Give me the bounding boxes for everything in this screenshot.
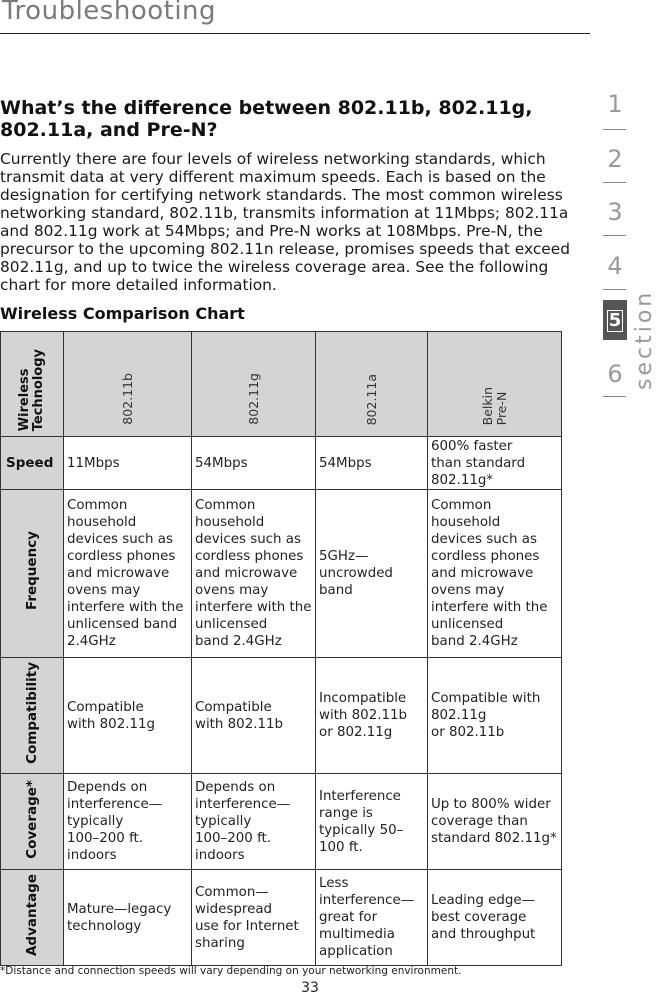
section-rule xyxy=(603,396,626,397)
header-wireless-technology xyxy=(1,332,64,437)
section-rule xyxy=(603,182,626,183)
table-cell: Common household devices such as cordless phones and microwave ovens may interfere with the unlicensed band 2.4GHz xyxy=(428,490,562,658)
table-row-coverage xyxy=(1,774,562,870)
table-cell: Depends on interference— typically 100–200 ft. indoors xyxy=(64,774,192,870)
active-section-label: 5 xyxy=(608,310,622,331)
page-header-title: Troubleshooting xyxy=(2,0,217,26)
section-number-1[interactable]: 1 xyxy=(607,90,623,118)
table-row-compatibility xyxy=(1,658,562,774)
row-label-text: Frequency xyxy=(24,531,40,611)
table-cell: 5GHz— uncrowded band xyxy=(316,490,428,658)
row-label-frequency xyxy=(1,490,64,658)
column-header-label: 802.11g xyxy=(245,373,261,425)
column-header-label: Belkin Pre-N xyxy=(479,386,509,425)
column-header-label: 802.11b xyxy=(119,373,135,425)
table-cell: Up to 800% wider coverage than standard 802.11g* xyxy=(428,774,562,870)
row-label-speed: Speed xyxy=(1,437,64,490)
section-number-3[interactable]: 3 xyxy=(607,198,623,226)
section-label: section xyxy=(632,289,657,390)
column-header xyxy=(64,332,192,437)
section-rule xyxy=(603,235,626,236)
section-number-6[interactable]: 6 xyxy=(607,360,623,388)
table-cell: Leading edge— best coverage and throughput xyxy=(428,870,562,966)
header-label: Wireless Technology xyxy=(17,348,46,431)
table-row-speed xyxy=(1,437,562,490)
table-cell: Interference range is typically 50– 100 ft. xyxy=(316,774,428,870)
table-cell: 11Mbps xyxy=(64,437,192,490)
table-cell: 54Mbps xyxy=(316,437,428,490)
table-row-frequency xyxy=(1,490,562,658)
section-number-5-active[interactable] xyxy=(603,300,627,340)
table-cell: Compatible with 802.11g xyxy=(64,658,192,774)
table-cell: Compatible with 802.11b xyxy=(192,658,316,774)
section-rule xyxy=(603,289,626,290)
row-label-text: Compatibility xyxy=(24,662,40,764)
table-cell: Common household devices such as cordless phones and microwave ovens may interfere with the unlicensed band 2.4GHz xyxy=(192,490,316,658)
section-number-2[interactable]: 2 xyxy=(607,145,623,173)
column-header xyxy=(428,332,562,437)
row-label-text: Advantage xyxy=(24,873,40,956)
section-rule xyxy=(603,129,626,130)
column-header xyxy=(192,332,316,437)
column-header xyxy=(316,332,428,437)
row-label-advantage xyxy=(1,870,64,966)
header-rule xyxy=(0,33,590,34)
table-cell: Common— widespread use for Internet sharing xyxy=(192,870,316,966)
chart-title: Wireless Comparison Chart xyxy=(0,304,245,323)
table-cell: Less interference— great for multimedia application xyxy=(316,870,428,966)
table-header-row xyxy=(1,332,562,437)
table-cell: Compatible with 802.11g or 802.11b xyxy=(428,658,562,774)
row-label-coverage xyxy=(1,774,64,870)
row-label-compatibility xyxy=(1,658,64,774)
table-cell: 600% faster than standard 802.11g* xyxy=(428,437,562,490)
section-number-4[interactable]: 4 xyxy=(607,252,623,280)
footnote: *Distance and connection speeds will vary depending on your networking environment. xyxy=(0,965,462,977)
row-label-text: Coverage* xyxy=(24,779,40,859)
table-cell: 54Mbps xyxy=(192,437,316,490)
question-body: Currently there are four levels of wireless networking standards, which transmit data at very different maximum speeds. Each is based on the designation for certifying network standards. The most common wireless networking standard, 802.11b, transmits information at 11Mbps; 802.11a and 802.11g work at 54Mbps; and Pre-N works at 108Mbps. Pre-N, the precursor to the upcoming 802.11n release, promises speeds that exceed 802.11g, and up to twice the wireless coverage area. See the following chart for more detailed information. xyxy=(0,150,571,294)
table-cell: Common household devices such as cordless phones and microwave ovens may interfere with the unlicensed band 2.4GHz xyxy=(64,490,192,658)
table-cell: Mature—legacy technology xyxy=(64,870,192,966)
table-cell: Incompatible with 802.11b or 802.11g xyxy=(316,658,428,774)
table-row-advantage xyxy=(1,870,562,966)
question-title: What’s the difference between 802.11b, 802.11g, 802.11a, and Pre-N? xyxy=(0,97,533,141)
column-header-label: 802.11a xyxy=(363,373,379,425)
table-cell: Depends on interference— typically 100–200 ft. indoors xyxy=(192,774,316,870)
wireless-comparison-table xyxy=(0,331,562,966)
page-number: 33 xyxy=(301,980,319,996)
